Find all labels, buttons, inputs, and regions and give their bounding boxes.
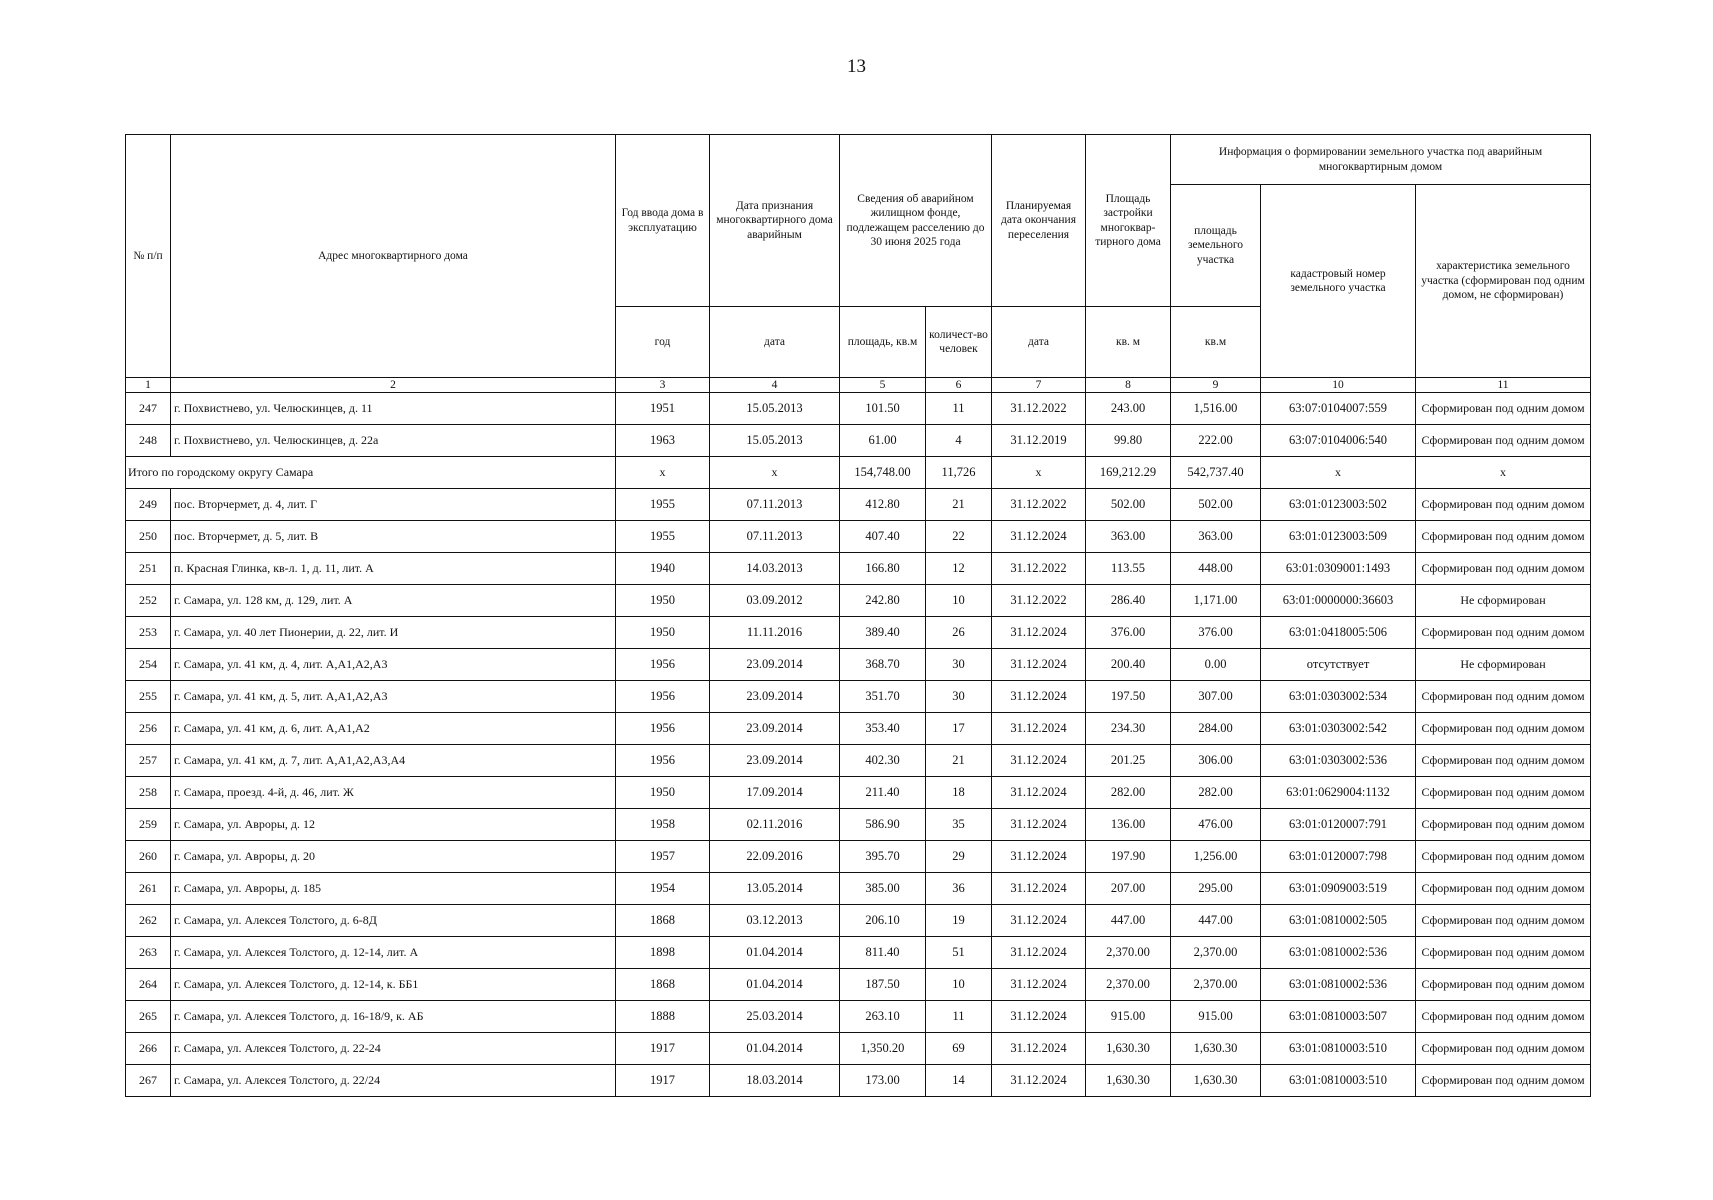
date-recognized-cell: 17.09.2014 — [710, 777, 840, 809]
area-cell: 211.40 — [840, 777, 926, 809]
people-cell: 22 — [926, 521, 992, 553]
people-cell: 35 — [926, 809, 992, 841]
cadastral-cell: 63:07:0104006:540 — [1261, 425, 1416, 457]
row-number: 248 — [126, 425, 171, 457]
address-cell: г. Самара, проезд. 4-й, д. 46, лит. Ж — [171, 777, 616, 809]
year-cell: 1954 — [616, 873, 710, 905]
planned-date-cell: 31.12.2024 — [992, 873, 1086, 905]
year-cell: 1955 — [616, 489, 710, 521]
table-row — [126, 777, 1591, 809]
area-cell: 242.80 — [840, 585, 926, 617]
address-cell: г. Самара, ул. Алексея Толстого, д. 22/24 — [171, 1065, 616, 1097]
year-cell: 1956 — [616, 649, 710, 681]
build-area-cell: 2,370.00 — [1086, 969, 1171, 1001]
date-recognized-cell: 15.05.2013 — [710, 393, 840, 425]
people-cell: 36 — [926, 873, 992, 905]
date-recognized-cell: 25.03.2014 — [710, 1001, 840, 1033]
date-recognized-cell: 07.11.2013 — [710, 521, 840, 553]
year-cell: 1950 — [616, 617, 710, 649]
land-char-cell: Сформирован под одним домом — [1416, 841, 1591, 873]
build-area-cell: 282.00 — [1086, 777, 1171, 809]
column-number: 8 — [1086, 378, 1171, 393]
table-row — [126, 425, 1591, 457]
land-char-cell: Сформирован под одним домом — [1416, 713, 1591, 745]
build-area-cell: 2,370.00 — [1086, 937, 1171, 969]
area-cell: 412.80 — [840, 489, 926, 521]
land-area-cell: 448.00 — [1171, 553, 1261, 585]
year-cell: 1917 — [616, 1065, 710, 1097]
table-row — [126, 1033, 1591, 1065]
people-cell: 4 — [926, 425, 992, 457]
row-number: 262 — [126, 905, 171, 937]
address-cell: г. Самара, ул. Авроры, д. 185 — [171, 873, 616, 905]
table-row — [126, 649, 1591, 681]
land-char-cell: Сформирован под одним домом — [1416, 1065, 1591, 1097]
cadastral-cell: 63:01:0303002:542 — [1261, 713, 1416, 745]
header-planned-date: Планируемая дата окончания переселения — [992, 135, 1086, 307]
address-cell: г. Самара, ул. Алексея Толстого, д. 22-24 — [171, 1033, 616, 1065]
date-recognized-cell: 01.04.2014 — [710, 969, 840, 1001]
land-area-cell: 282.00 — [1171, 777, 1261, 809]
year-cell: 1956 — [616, 713, 710, 745]
people-cell: 11 — [926, 393, 992, 425]
total-label: Итого по городскому округу Самара — [126, 457, 616, 489]
address-cell: г. Самара, ул. Алексея Толстого, д. 6-8Д — [171, 905, 616, 937]
table-row — [126, 1065, 1591, 1097]
header-build-area: Площадь застройки многоквар-тирного дома — [1086, 135, 1171, 307]
total-year: x — [616, 457, 710, 489]
year-cell: 1917 — [616, 1033, 710, 1065]
build-area-cell: 1,630.30 — [1086, 1065, 1171, 1097]
build-area-cell: 376.00 — [1086, 617, 1171, 649]
land-char-cell: Сформирован под одним домом — [1416, 393, 1591, 425]
year-cell: 1963 — [616, 425, 710, 457]
build-area-cell: 200.40 — [1086, 649, 1171, 681]
address-cell: г. Самара, ул. 41 км, д. 5, лит. А,А1,А2,А3 — [171, 681, 616, 713]
people-cell: 14 — [926, 1065, 992, 1097]
header-fund: Сведения об аварийном жилищном фонде, подлежащем расселению до 30 июня 2025 года — [840, 135, 992, 307]
cadastral-cell: 63:07:0104007:559 — [1261, 393, 1416, 425]
total-people: 11,726 — [926, 457, 992, 489]
address-cell: пос. Вторчермет, д. 4, лит. Г — [171, 489, 616, 521]
total-land-area: 542,737.40 — [1171, 457, 1261, 489]
row-number: 263 — [126, 937, 171, 969]
address-cell: г. Самара, ул. Алексея Толстого, д. 12-14, к. ББ1 — [171, 969, 616, 1001]
table-row — [126, 905, 1591, 937]
planned-date-cell: 31.12.2022 — [992, 489, 1086, 521]
area-cell: 187.50 — [840, 969, 926, 1001]
row-number: 256 — [126, 713, 171, 745]
planned-date-cell: 31.12.2024 — [992, 1001, 1086, 1033]
land-char-cell: Сформирован под одним домом — [1416, 905, 1591, 937]
date-recognized-cell: 03.09.2012 — [710, 585, 840, 617]
cadastral-cell: 63:01:0810002:505 — [1261, 905, 1416, 937]
area-cell: 586.90 — [840, 809, 926, 841]
table-row — [126, 745, 1591, 777]
planned-date-cell: 31.12.2024 — [992, 521, 1086, 553]
date-recognized-cell: 03.12.2013 — [710, 905, 840, 937]
column-number: 2 — [171, 378, 616, 393]
area-cell: 395.70 — [840, 841, 926, 873]
column-number: 3 — [616, 378, 710, 393]
build-area-cell: 243.00 — [1086, 393, 1171, 425]
unit-date2: дата — [992, 307, 1086, 378]
area-cell: 811.40 — [840, 937, 926, 969]
column-number: 11 — [1416, 378, 1591, 393]
build-area-cell: 197.50 — [1086, 681, 1171, 713]
cadastral-cell: 63:01:0810003:510 — [1261, 1065, 1416, 1097]
column-number: 4 — [710, 378, 840, 393]
land-char-cell: Сформирован под одним домом — [1416, 969, 1591, 1001]
planned-date-cell: 31.12.2024 — [992, 1033, 1086, 1065]
people-cell: 30 — [926, 681, 992, 713]
unit-sqm: кв. м — [1086, 307, 1171, 378]
land-char-cell: Сформирован под одним домом — [1416, 1033, 1591, 1065]
row-number: 254 — [126, 649, 171, 681]
table-body-after-total — [126, 489, 1591, 1097]
header-cadastral: кадастровый номер земельного участка — [1261, 185, 1416, 378]
date-recognized-cell: 02.11.2016 — [710, 809, 840, 841]
total-build-area: 169,212.29 — [1086, 457, 1171, 489]
planned-date-cell: 31.12.2022 — [992, 585, 1086, 617]
land-char-cell: Сформирован под одним домом — [1416, 681, 1591, 713]
date-recognized-cell: 01.04.2014 — [710, 937, 840, 969]
cadastral-cell: 63:01:0303002:534 — [1261, 681, 1416, 713]
address-cell: г. Самара, ул. Алексея Толстого, д. 16-18/9, к. АБ — [171, 1001, 616, 1033]
build-area-cell: 207.00 — [1086, 873, 1171, 905]
row-number: 247 — [126, 393, 171, 425]
year-cell: 1956 — [616, 745, 710, 777]
land-area-cell: 1,630.30 — [1171, 1065, 1261, 1097]
column-number: 1 — [126, 378, 171, 393]
people-cell: 12 — [926, 553, 992, 585]
cadastral-cell: 63:01:0629004:1132 — [1261, 777, 1416, 809]
people-cell: 29 — [926, 841, 992, 873]
column-number: 9 — [1171, 378, 1261, 393]
planned-date-cell: 31.12.2024 — [992, 905, 1086, 937]
planned-date-cell: 31.12.2022 — [992, 553, 1086, 585]
people-cell: 19 — [926, 905, 992, 937]
land-char-cell: Сформирован под одним домом — [1416, 425, 1591, 457]
total-planned: x — [992, 457, 1086, 489]
cadastral-cell: 63:01:0418005:506 — [1261, 617, 1416, 649]
planned-date-cell: 31.12.2024 — [992, 1065, 1086, 1097]
row-number: 249 — [126, 489, 171, 521]
build-area-cell: 447.00 — [1086, 905, 1171, 937]
people-cell: 26 — [926, 617, 992, 649]
address-cell: г. Самара, ул. 41 км, д. 7, лит. А,А1,А2,А3,А4 — [171, 745, 616, 777]
year-cell: 1955 — [616, 521, 710, 553]
cadastral-cell: 63:01:0810002:536 — [1261, 969, 1416, 1001]
table-row — [126, 713, 1591, 745]
people-cell: 17 — [926, 713, 992, 745]
people-cell: 21 — [926, 489, 992, 521]
table-row — [126, 521, 1591, 553]
land-char-cell: Сформирован под одним домом — [1416, 777, 1591, 809]
build-area-cell: 201.25 — [1086, 745, 1171, 777]
land-area-cell: 502.00 — [1171, 489, 1261, 521]
land-char-cell: Не сформирован — [1416, 649, 1591, 681]
row-number: 258 — [126, 777, 171, 809]
area-cell: 368.70 — [840, 649, 926, 681]
land-char-cell: Сформирован под одним домом — [1416, 617, 1591, 649]
column-number: 6 — [926, 378, 992, 393]
planned-date-cell: 31.12.2024 — [992, 649, 1086, 681]
address-cell: г. Самара, ул. 128 км, д. 129, лит. А — [171, 585, 616, 617]
column-number: 5 — [840, 378, 926, 393]
row-number: 264 — [126, 969, 171, 1001]
column-number: 7 — [992, 378, 1086, 393]
area-cell: 351.70 — [840, 681, 926, 713]
planned-date-cell: 31.12.2024 — [992, 969, 1086, 1001]
date-recognized-cell: 22.09.2016 — [710, 841, 840, 873]
land-area-cell: 0.00 — [1171, 649, 1261, 681]
year-cell: 1940 — [616, 553, 710, 585]
cadastral-cell: 63:01:0120007:791 — [1261, 809, 1416, 841]
row-number: 257 — [126, 745, 171, 777]
build-area-cell: 234.30 — [1086, 713, 1171, 745]
people-cell: 18 — [926, 777, 992, 809]
total-cadastral: x — [1261, 457, 1416, 489]
land-area-cell: 1,516.00 — [1171, 393, 1261, 425]
address-cell: г. Самара, ул. 40 лет Пионерии, д. 22, лит. И — [171, 617, 616, 649]
date-recognized-cell: 13.05.2014 — [710, 873, 840, 905]
date-recognized-cell: 23.09.2014 — [710, 649, 840, 681]
unit-date: дата — [710, 307, 840, 378]
table-row — [126, 841, 1591, 873]
address-cell: пос. Вторчермет, д. 5, лит. В — [171, 521, 616, 553]
year-cell: 1868 — [616, 905, 710, 937]
land-area-cell: 1,630.30 — [1171, 1033, 1261, 1065]
planned-date-cell: 31.12.2024 — [992, 777, 1086, 809]
area-cell: 166.80 — [840, 553, 926, 585]
date-recognized-cell: 15.05.2013 — [710, 425, 840, 457]
land-area-cell: 376.00 — [1171, 617, 1261, 649]
people-cell: 69 — [926, 1033, 992, 1065]
year-cell: 1956 — [616, 681, 710, 713]
table-row — [126, 681, 1591, 713]
address-cell: г. Похвистнево, ул. Челюскинцев, д. 22а — [171, 425, 616, 457]
header-land-char: характеристика земельного участка (сформирован под одним домом, не сформирован) — [1416, 185, 1591, 378]
row-number: 255 — [126, 681, 171, 713]
area-cell: 389.40 — [840, 617, 926, 649]
land-area-cell: 295.00 — [1171, 873, 1261, 905]
build-area-cell: 197.90 — [1086, 841, 1171, 873]
planned-date-cell: 31.12.2019 — [992, 425, 1086, 457]
build-area-cell: 502.00 — [1086, 489, 1171, 521]
header-address: Адрес многоквартирного дома — [171, 135, 616, 378]
year-cell: 1950 — [616, 777, 710, 809]
table-header — [126, 135, 1591, 393]
area-cell: 61.00 — [840, 425, 926, 457]
cadastral-cell: 63:01:0810002:536 — [1261, 937, 1416, 969]
row-number: 252 — [126, 585, 171, 617]
table-body-before-total — [126, 393, 1591, 457]
people-cell: 11 — [926, 1001, 992, 1033]
land-area-cell: 306.00 — [1171, 745, 1261, 777]
year-cell: 1950 — [616, 585, 710, 617]
land-char-cell: Сформирован под одним домом — [1416, 521, 1591, 553]
planned-date-cell: 31.12.2024 — [992, 617, 1086, 649]
planned-date-cell: 31.12.2024 — [992, 713, 1086, 745]
header-land-area: площадь земельного участка — [1171, 185, 1261, 307]
land-char-cell: Сформирован под одним домом — [1416, 873, 1591, 905]
land-char-cell: Сформирован под одним домом — [1416, 937, 1591, 969]
build-area-cell: 286.40 — [1086, 585, 1171, 617]
land-area-cell: 307.00 — [1171, 681, 1261, 713]
people-cell: 10 — [926, 585, 992, 617]
table-row — [126, 553, 1591, 585]
table-row — [126, 969, 1591, 1001]
date-recognized-cell: 11.11.2016 — [710, 617, 840, 649]
build-area-cell: 915.00 — [1086, 1001, 1171, 1033]
row-number: 259 — [126, 809, 171, 841]
build-area-cell: 363.00 — [1086, 521, 1171, 553]
planned-date-cell: 31.12.2022 — [992, 393, 1086, 425]
cadastral-cell: 63:01:0909003:519 — [1261, 873, 1416, 905]
row-number: 266 — [126, 1033, 171, 1065]
cadastral-cell: 63:01:0309001:1493 — [1261, 553, 1416, 585]
address-cell: г. Самара, ул. Алексея Толстого, д. 12-14, лит. А — [171, 937, 616, 969]
land-char-cell: Сформирован под одним домом — [1416, 745, 1591, 777]
table-total-section — [126, 457, 1591, 489]
row-number: 261 — [126, 873, 171, 905]
total-char: x — [1416, 457, 1591, 489]
planned-date-cell: 31.12.2024 — [992, 809, 1086, 841]
row-number: 251 — [126, 553, 171, 585]
land-area-cell: 2,370.00 — [1171, 969, 1261, 1001]
build-area-cell: 99.80 — [1086, 425, 1171, 457]
land-char-cell: Не сформирован — [1416, 585, 1591, 617]
area-cell: 263.10 — [840, 1001, 926, 1033]
date-recognized-cell: 07.11.2013 — [710, 489, 840, 521]
table-row — [126, 1001, 1591, 1033]
row-number: 265 — [126, 1001, 171, 1033]
table-row — [126, 489, 1591, 521]
planned-date-cell: 31.12.2024 — [992, 681, 1086, 713]
emergency-housing-table — [125, 134, 1591, 1097]
header-num: № п/п — [126, 135, 171, 378]
unit-year: год — [616, 307, 710, 378]
people-cell: 51 — [926, 937, 992, 969]
header-date-recognized: Дата признания многоквартирного дома аварийным — [710, 135, 840, 307]
area-cell: 402.30 — [840, 745, 926, 777]
area-cell: 101.50 — [840, 393, 926, 425]
address-cell: г. Похвистнево, ул. Челюскинцев, д. 11 — [171, 393, 616, 425]
area-cell: 353.40 — [840, 713, 926, 745]
page-number: 13 — [847, 56, 866, 77]
address-cell: г. Самара, ул. 41 км, д. 6, лит. А,А1,А2 — [171, 713, 616, 745]
table-row — [126, 617, 1591, 649]
address-cell: г. Самара, ул. Авроры, д. 20 — [171, 841, 616, 873]
land-area-cell: 915.00 — [1171, 1001, 1261, 1033]
cadastral-cell: 63:01:0303002:536 — [1261, 745, 1416, 777]
date-recognized-cell: 01.04.2014 — [710, 1033, 840, 1065]
row-number: 253 — [126, 617, 171, 649]
cadastral-cell: 63:01:0123003:509 — [1261, 521, 1416, 553]
year-cell: 1951 — [616, 393, 710, 425]
planned-date-cell: 31.12.2024 — [992, 937, 1086, 969]
land-area-cell: 222.00 — [1171, 425, 1261, 457]
cadastral-cell: 63:01:0000000:36603 — [1261, 585, 1416, 617]
row-number: 267 — [126, 1065, 171, 1097]
date-recognized-cell: 18.03.2014 — [710, 1065, 840, 1097]
build-area-cell: 1,630.30 — [1086, 1033, 1171, 1065]
year-cell: 1868 — [616, 969, 710, 1001]
year-cell: 1898 — [616, 937, 710, 969]
address-cell: г. Самара, ул. Авроры, д. 12 — [171, 809, 616, 841]
land-area-cell: 447.00 — [1171, 905, 1261, 937]
header-land-info: Информация о формировании земельного участка под аварийным многоквартирным домом — [1171, 135, 1591, 185]
date-recognized-cell: 23.09.2014 — [710, 713, 840, 745]
address-cell: п. Красная Глинка, кв-л. 1, д. 11, лит. А — [171, 553, 616, 585]
cadastral-cell: 63:01:0810003:510 — [1261, 1033, 1416, 1065]
planned-date-cell: 31.12.2024 — [992, 841, 1086, 873]
build-area-cell: 113.55 — [1086, 553, 1171, 585]
land-area-cell: 1,171.00 — [1171, 585, 1261, 617]
column-number: 10 — [1261, 378, 1416, 393]
unit-sqm2: кв.м — [1171, 307, 1261, 378]
address-cell: г. Самара, ул. 41 км, д. 4, лит. А,А1,А2,А3 — [171, 649, 616, 681]
year-cell: 1888 — [616, 1001, 710, 1033]
header-year: Год ввода дома в эксплуатацию — [616, 135, 710, 307]
table-row — [126, 393, 1591, 425]
land-char-cell: Сформирован под одним домом — [1416, 1001, 1591, 1033]
land-area-cell: 2,370.00 — [1171, 937, 1261, 969]
planned-date-cell: 31.12.2024 — [992, 745, 1086, 777]
land-char-cell: Сформирован под одним домом — [1416, 809, 1591, 841]
cadastral-cell: 63:01:0123003:502 — [1261, 489, 1416, 521]
row-number: 260 — [126, 841, 171, 873]
total-area: 154,748.00 — [840, 457, 926, 489]
cadastral-cell: 63:01:0120007:798 — [1261, 841, 1416, 873]
year-cell: 1957 — [616, 841, 710, 873]
year-cell: 1958 — [616, 809, 710, 841]
table-row — [126, 873, 1591, 905]
area-cell: 385.00 — [840, 873, 926, 905]
row-number: 250 — [126, 521, 171, 553]
land-char-cell: Сформирован под одним домом — [1416, 553, 1591, 585]
total-date: x — [710, 457, 840, 489]
column-number-row — [126, 378, 1591, 393]
people-cell: 30 — [926, 649, 992, 681]
land-area-cell: 284.00 — [1171, 713, 1261, 745]
unit-area: площадь, кв.м — [840, 307, 926, 378]
area-cell: 206.10 — [840, 905, 926, 937]
unit-people: количест-во человек — [926, 307, 992, 378]
cadastral-cell: отсутствует — [1261, 649, 1416, 681]
people-cell: 10 — [926, 969, 992, 1001]
area-cell: 407.40 — [840, 521, 926, 553]
people-cell: 21 — [926, 745, 992, 777]
build-area-cell: 136.00 — [1086, 809, 1171, 841]
cadastral-cell: 63:01:0810003:507 — [1261, 1001, 1416, 1033]
area-cell: 1,350.20 — [840, 1033, 926, 1065]
date-recognized-cell: 23.09.2014 — [710, 681, 840, 713]
land-area-cell: 363.00 — [1171, 521, 1261, 553]
total-row — [126, 457, 1591, 489]
land-char-cell: Сформирован под одним домом — [1416, 489, 1591, 521]
table-row — [126, 585, 1591, 617]
land-area-cell: 476.00 — [1171, 809, 1261, 841]
land-area-cell: 1,256.00 — [1171, 841, 1261, 873]
date-recognized-cell: 14.03.2013 — [710, 553, 840, 585]
table-row — [126, 809, 1591, 841]
area-cell: 173.00 — [840, 1065, 926, 1097]
table-row — [126, 937, 1591, 969]
date-recognized-cell: 23.09.2014 — [710, 745, 840, 777]
